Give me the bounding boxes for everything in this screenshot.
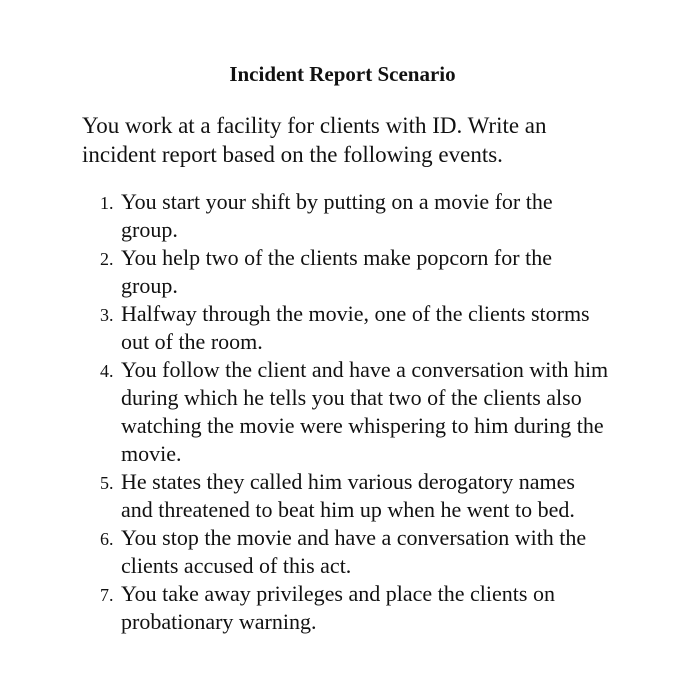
intro-paragraph: You work at a facility for clients with ID. Write an incident report based on the following events. — [82, 113, 547, 167]
list-item — [0, 300, 611, 356]
list-item — [0, 468, 611, 524]
list-item-number: 6. — [100, 529, 114, 549]
list-item — [0, 524, 611, 580]
list-item-number: 4. — [100, 361, 114, 381]
list-item-number: 1. — [100, 193, 114, 213]
list-item-number: 2. — [100, 249, 114, 269]
list-item — [0, 356, 611, 468]
list-item-number: 5. — [100, 473, 114, 493]
list-item-text: You stop the movie and have a conversation with the clients accused of this act. — [121, 525, 587, 578]
list-item — [0, 580, 611, 636]
list-item-text: You help two of the clients make popcorn for the group. — [121, 245, 552, 298]
list-item-text: You follow the client and have a conversation with him during which he tells you that two of the clients also watching the movie were whispering to him during the movie. — [121, 357, 609, 466]
list-item-text: He states they called him various derogatory names and threatened to beat him up when he went to bed. — [121, 469, 575, 522]
list-item — [0, 188, 611, 244]
list-item-text: You start your shift by putting on a movie for the group. — [121, 189, 553, 242]
list-item-number: 7. — [100, 585, 114, 605]
list-item-number: 3. — [100, 305, 114, 325]
list-item-text: Halfway through the movie, one of the clients storms out of the room. — [121, 301, 590, 354]
event-list — [0, 188, 685, 636]
list-item-text: You take away privileges and place the clients on probationary warning. — [121, 581, 555, 634]
page-title: Incident Report Scenario — [229, 62, 456, 86]
list-item — [0, 244, 611, 300]
